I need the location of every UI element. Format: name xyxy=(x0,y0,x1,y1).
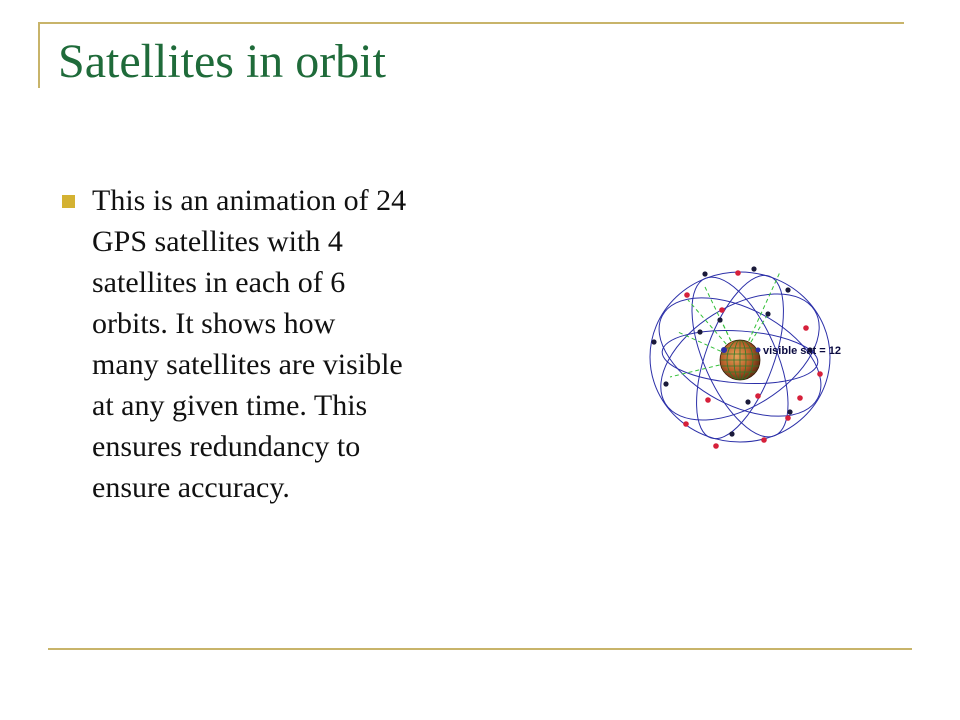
satellite-dot xyxy=(683,421,689,427)
bullet-line: satellites in each of 6 xyxy=(92,266,346,299)
satellite-dot xyxy=(787,409,792,414)
bullet-line: ensures redundancy to xyxy=(92,430,361,463)
bullet-text xyxy=(92,180,532,508)
satellite-dot xyxy=(651,339,656,344)
satellite-dot xyxy=(745,399,750,404)
orbit-diagram xyxy=(640,262,880,457)
slide-body xyxy=(62,180,532,508)
bullet-line: at any given time. This xyxy=(92,389,368,422)
bullet-item xyxy=(62,180,532,508)
satellite-dot xyxy=(713,443,719,449)
top-rule xyxy=(38,22,904,24)
satellite-dot xyxy=(785,415,791,421)
satellite-dot xyxy=(702,271,707,276)
satellite-dot xyxy=(717,317,722,322)
satellite-dot xyxy=(761,437,767,443)
bullet-line: many satellites are visible xyxy=(92,348,403,381)
satellite-dot xyxy=(797,395,803,401)
satellite-dot xyxy=(697,329,702,334)
satellite-dot xyxy=(803,325,809,331)
bullet-line: ensure accuracy. xyxy=(92,471,290,504)
satellite-dot xyxy=(729,431,734,436)
gps-orbit-animation xyxy=(640,262,880,457)
satellite-dot xyxy=(785,287,790,292)
satellite-dot xyxy=(705,397,711,403)
slide-title: Satellites in orbit xyxy=(58,35,386,88)
satellite-dot xyxy=(719,307,725,313)
visible-satellite-count: visible sat = 12 xyxy=(763,345,841,357)
bottom-rule xyxy=(48,648,912,650)
satellite-dot xyxy=(755,393,761,399)
bullet-line: orbits. It shows how xyxy=(92,307,336,340)
satellite-dot xyxy=(735,270,741,276)
bullet-line: GPS satellites with 4 xyxy=(92,225,343,258)
earth-globe-icon xyxy=(720,340,760,380)
satellite-dot xyxy=(751,266,756,271)
square-bullet-icon xyxy=(62,195,75,208)
bullet-line: This is an animation of 24 xyxy=(92,184,407,217)
satellite-dot xyxy=(765,311,770,316)
satellite-dot xyxy=(684,292,690,298)
satellite-dot xyxy=(817,371,823,377)
left-rule xyxy=(38,22,40,88)
satellite-dot xyxy=(663,381,668,386)
